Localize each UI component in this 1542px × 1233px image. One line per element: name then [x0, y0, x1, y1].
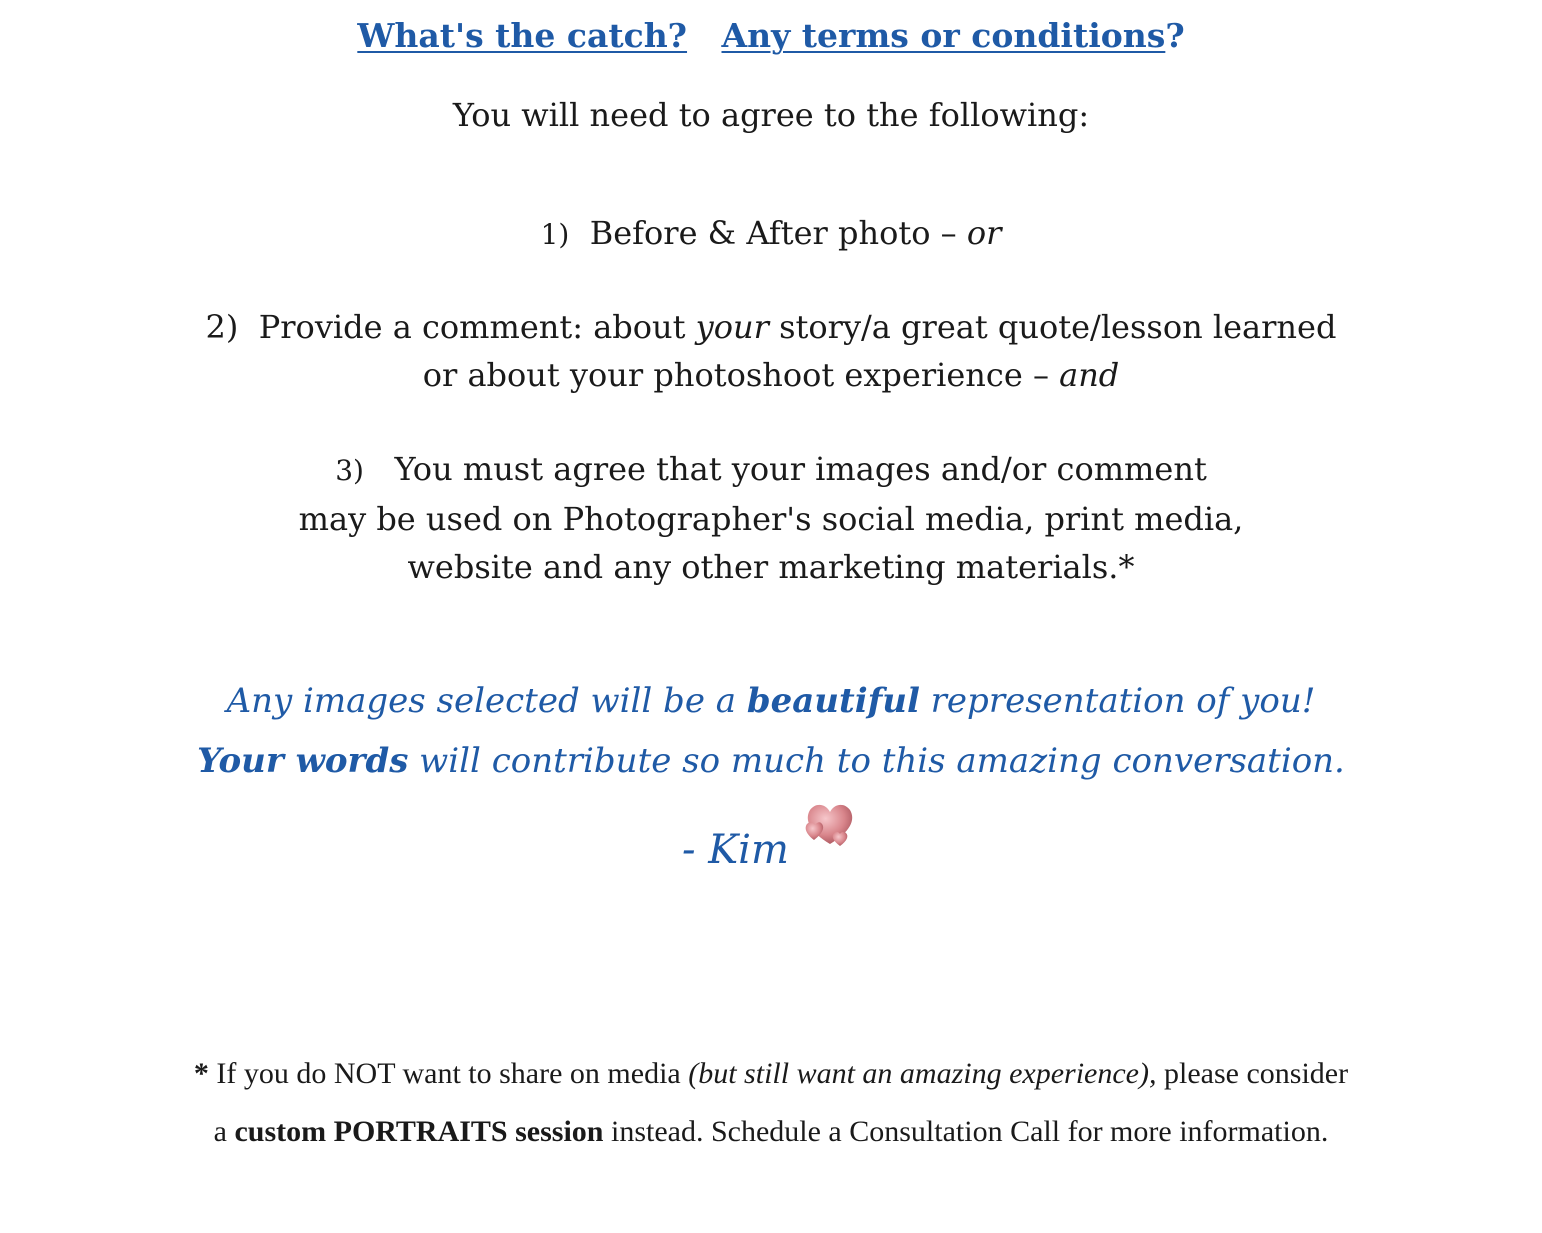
term-text: You must agree that your images and/or comment — [394, 450, 1207, 488]
signature — [0, 820, 1542, 880]
footnote-text: please consider — [1156, 1057, 1349, 1090]
quote-text: Any images selected will be a — [226, 681, 747, 721]
term-item-2 — [0, 303, 1542, 399]
term-text: story/a great quote/lesson learned — [768, 308, 1337, 346]
term-number: 2) — [205, 308, 239, 346]
term-text: website and any other marketing materials.* — [407, 548, 1135, 586]
heading-terms: Any terms or conditions — [721, 16, 1166, 55]
term-item-3 — [0, 445, 1542, 591]
heading-catch: What's the catch? — [357, 16, 688, 55]
term-suffix: or — [966, 214, 1002, 252]
footnote-line-1 — [0, 1052, 1542, 1096]
term-item-1 — [0, 209, 1542, 259]
term-text: Before & After photo – — [589, 214, 967, 252]
term-text: may be used on Photographer's social media, print media, — [298, 500, 1244, 538]
term-text: Provide a comment: about — [258, 308, 696, 346]
footnote-text: a — [213, 1115, 235, 1148]
intro-text: You will need to agree to the following: — [452, 96, 1090, 134]
hearts-icon — [800, 794, 860, 850]
quote-line-1 — [0, 676, 1542, 726]
footnote-text: If you do NOT want to share on media — [208, 1057, 689, 1090]
quote-line-2 — [0, 736, 1542, 786]
term-number: 1) — [540, 218, 570, 251]
term-text: or about your photoshoot experience – — [422, 356, 1060, 394]
quote-bold: Your words — [197, 741, 409, 781]
term-suffix: and — [1059, 356, 1120, 394]
heading-qmark: ? — [1165, 16, 1185, 55]
footnote-text: instead. Schedule a Consultation Call for more information. — [603, 1115, 1329, 1148]
signature-name: - Kim — [682, 827, 789, 873]
footnote-emphasis: (but still want an amazing experience), — [688, 1057, 1157, 1090]
quote-text: representation of you! — [919, 681, 1316, 721]
footnote-bold: custom PORTRAITS session — [234, 1115, 604, 1148]
quote-text: will contribute so much to this amazing conversation. — [408, 741, 1345, 781]
term-emphasis: your — [695, 308, 769, 346]
footnote-line-2 — [0, 1110, 1542, 1154]
term-number: 3) — [335, 454, 364, 487]
page-heading — [0, 14, 1542, 58]
footnote-star: * — [193, 1057, 209, 1090]
quote-bold: beautiful — [746, 681, 920, 721]
